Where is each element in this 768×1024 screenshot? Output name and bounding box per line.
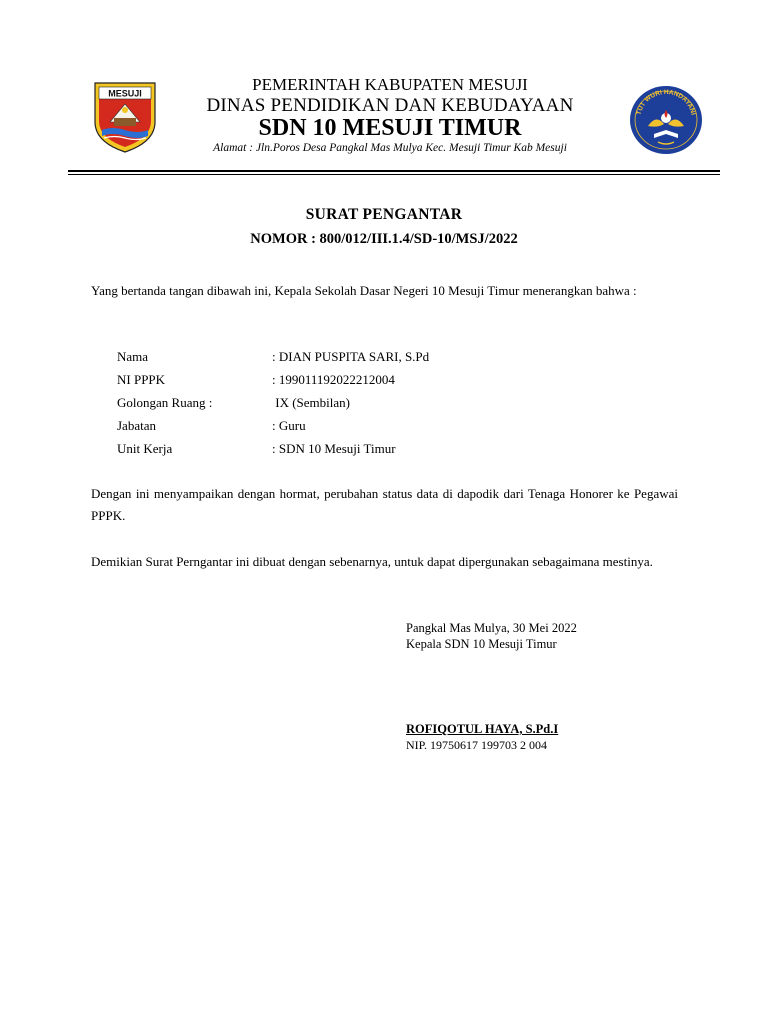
status-change-paragraph: Dengan ini menyampaikan dengan hormat, perubahan status data di dapodik dari Tenaga Honorer ke Pegawai PPPK. bbox=[91, 486, 678, 523]
signatory-name: ROFIQOTUL HAYA, S.Pd.I bbox=[406, 722, 559, 736]
letter-number: NOMOR : 800/012/III.1.4/SD-10/MSJ/2022 bbox=[250, 231, 518, 247]
header-address: Alamat : Jln.Poros Desa Pangkal Mas Mulya Kec. Mesuji Timur Kab Mesuji bbox=[213, 142, 567, 154]
field-value: : SDN 10 Mesuji Timur bbox=[272, 441, 396, 456]
signature-position: Kepala SDN 10 Mesuji Timur bbox=[406, 637, 557, 651]
field-value: : 199011192022212004 bbox=[272, 372, 395, 387]
signature-place-date: Pangkal Mas Mulya, 30 Mei 2022 bbox=[406, 621, 577, 635]
field-label: Unit Kerja bbox=[117, 441, 173, 456]
header-department: DINAS PENDIDIKAN DAN KEBUDAYAAN bbox=[206, 95, 574, 116]
field-value: IX (Sembilan) bbox=[272, 395, 350, 410]
header-divider-thin bbox=[68, 174, 720, 175]
letter-title: SURAT PENGANTAR bbox=[305, 206, 463, 223]
mesuji-regency-logo bbox=[92, 80, 158, 154]
header-government: PEMERINTAH KABUPATEN MESUJI bbox=[252, 75, 528, 94]
signatory-nip: NIP. 19750617 199703 2 004 bbox=[406, 738, 548, 752]
field-value: : DIAN PUSPITA SARI, S.Pd bbox=[272, 349, 430, 364]
tut-wuri-handayani-logo bbox=[628, 84, 704, 156]
tut-wuri-logo-label: TUT WURI HANDAYANI bbox=[635, 88, 697, 116]
field-label: Jabatan bbox=[117, 418, 156, 433]
field-value: : Guru bbox=[272, 418, 306, 433]
field-label: Nama bbox=[117, 349, 149, 364]
field-label: Golongan Ruang : bbox=[117, 395, 213, 410]
header-divider-thick bbox=[68, 170, 720, 172]
intro-paragraph: Yang bertanda tangan dibawah ini, Kepala Sekolah Dasar Negeri 10 Mesuji Timur menerangkan bahwa : bbox=[91, 283, 637, 298]
mesuji-logo-label: MESUJI bbox=[108, 88, 142, 99]
closing-paragraph: Demikian Surat Perngantar ini dibuat dengan sebenarnya, untuk dapat dipergunakan sebagaimana mestinya. bbox=[91, 554, 653, 569]
header-school-name: SDN 10 MESUJI TIMUR bbox=[258, 115, 522, 141]
field-label: NI PPPK bbox=[117, 372, 166, 387]
